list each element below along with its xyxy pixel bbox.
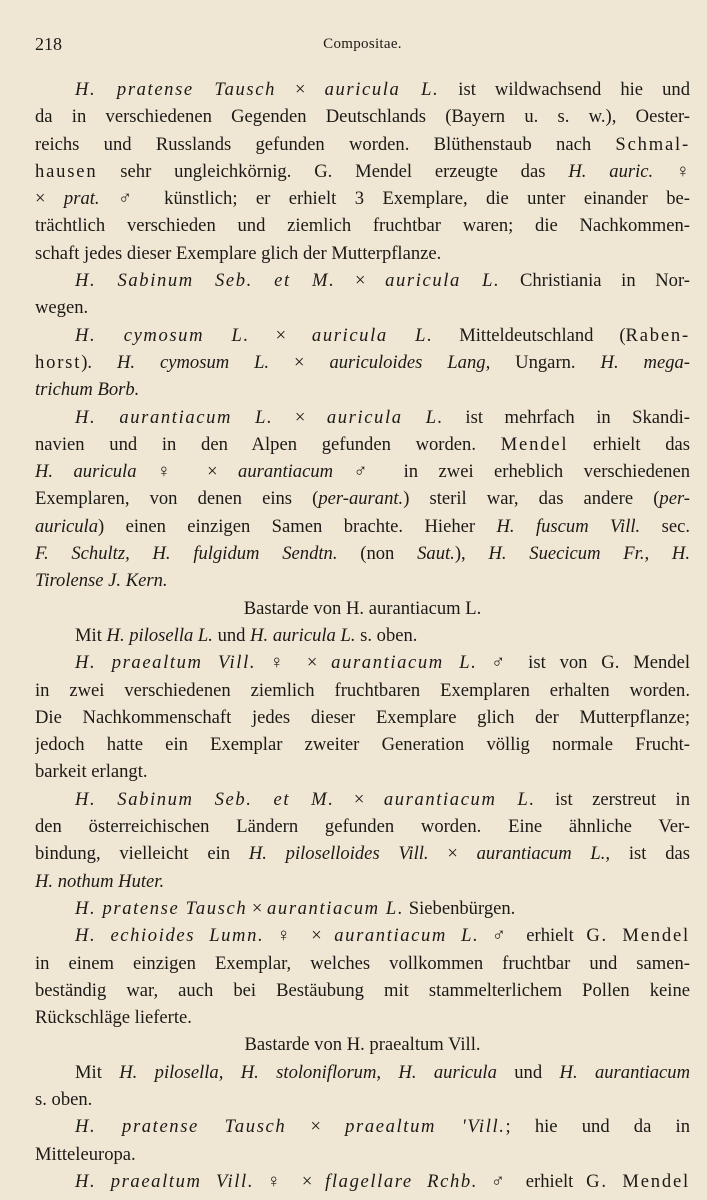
text-line: beständig war, auch bei Bestäubung mit stammelterlichem Pollen keine — [35, 979, 690, 1001]
text-line: Die Nachkommenschaft jedes dieser Exemplare glich der Mutterpflanze; — [35, 706, 690, 728]
text-line: bindung, vielleicht ein H. piloselloides Vill. × aurantiacum L., ist das — [35, 843, 690, 865]
text-line: × prat. ♂ künstlich; er erhielt 3 Exemplare, die unter einander be- — [35, 188, 690, 210]
text-line: in einem einzigen Exemplar, welches vollkommen fruchtbar und samen- — [35, 952, 690, 974]
section-heading: Bastarde von H. aurantiacum L. — [243, 597, 482, 619]
text-line: Mitteleuropa. — [35, 1143, 136, 1165]
text-line: hausen sehr ungleichkörnig. G. Mendel erzeugte das H. auric. ♀ — [35, 160, 690, 182]
text-line: H. nothum Huter. — [35, 870, 165, 892]
text-line: H. echioides Lumn. ♀ × aurantiacum L. ♂ erhielt G. Mendel — [75, 925, 690, 947]
text-line: trächtlich verschieden und ziemlich fruchtbar waren; die Nachkommen- — [35, 215, 690, 237]
text-line: den österreichischen Ländern gefunden worden. Eine ähnliche Ver- — [35, 816, 690, 838]
text-line: H. pratense Tausch × aurantiacum L. Siebenbürgen. — [75, 897, 516, 919]
text-line: F. Schultz, H. fulgidum Sendtn. (non Saut.), H. Suecicum Fr., H. — [35, 543, 690, 565]
text-line: barkeit erlangt. — [35, 761, 148, 783]
text-line: trichum Borb. — [35, 379, 140, 401]
body-text — [35, 76, 690, 1195]
text-line: H. Sabinum Seb. et M. × aurantiacum L. ist zerstreut in — [75, 788, 690, 810]
text-line: H. pratense Tausch × praealtum 'Vill.; hie und da in — [75, 1116, 690, 1138]
page-header — [35, 34, 690, 58]
text-line: H. cymosum L. × auricula L. Mitteldeutschland (Raben- — [75, 324, 690, 346]
text-line: Rückschläge lieferte. — [35, 1007, 192, 1029]
section-heading: Bastarde von H. praealtum Vill. — [244, 1034, 481, 1056]
text-line: in zwei verschiedenen ziemlich fruchtbaren Exemplaren erhalten worden. — [35, 679, 690, 701]
text-line: da in verschiedenen Gegenden Deutschlands (Bayern u. s. w.), Oester- — [35, 106, 690, 128]
text-line: H. aurantiacum L. × auricula L. ist mehrfach in Skandi- — [75, 406, 690, 428]
text-line: s. oben. — [35, 1088, 93, 1110]
text-line: Exemplaren, von denen eins (per-aurant.) steril war, das andere (per- — [35, 488, 690, 510]
text-line: navien und in den Alpen gefunden worden. Mendel erhielt das — [35, 433, 690, 455]
page-number: 218 — [35, 34, 62, 54]
text-line: H. praealtum Vill. ♀ × flagellare Rchb. ♂ erhielt G. Mendel — [75, 1170, 690, 1192]
text-line: horst). H. cymosum L. × auriculoides Lang, Ungarn. H. mega- — [35, 351, 690, 373]
text-line: wegen. — [35, 297, 89, 319]
text-line: Mit H. pilosella, H. stoloniflorum, H. auricula und H. aurantiacum — [75, 1061, 690, 1083]
text-line: auricula) einen einzigen Samen brachte. Hieher H. fuscum Vill. sec. — [35, 515, 690, 537]
text-line: Tirolense J. Kern. — [35, 570, 168, 592]
text-line: H. auricula ♀ × aurantiacum ♂ in zwei erheblich verschiedenen — [35, 461, 690, 483]
text-line: H. praealtum Vill. ♀ × aurantiacum L. ♂ ist von G. Mendel — [75, 652, 690, 674]
text-line: Mit H. pilosella L. und H. auricula L. s. oben. — [75, 624, 418, 646]
running-head: Compositae. — [323, 36, 402, 52]
text-line: reichs und Russlands gefunden worden. Blüthenstaub nach Schmal- — [35, 133, 690, 155]
text-line: H. Sabinum Seb. et M. × auricula L. Christiania in Nor- — [75, 270, 690, 292]
text-line: jedoch hatte ein Exemplar zweiter Generation völlig normale Frucht- — [35, 734, 690, 756]
text-line: H. pratense Tausch × auricula L. ist wildwachsend hie und — [75, 79, 690, 100]
text-line: schaft jedes dieser Exemplare glich der Mutterpflanze. — [35, 242, 442, 264]
